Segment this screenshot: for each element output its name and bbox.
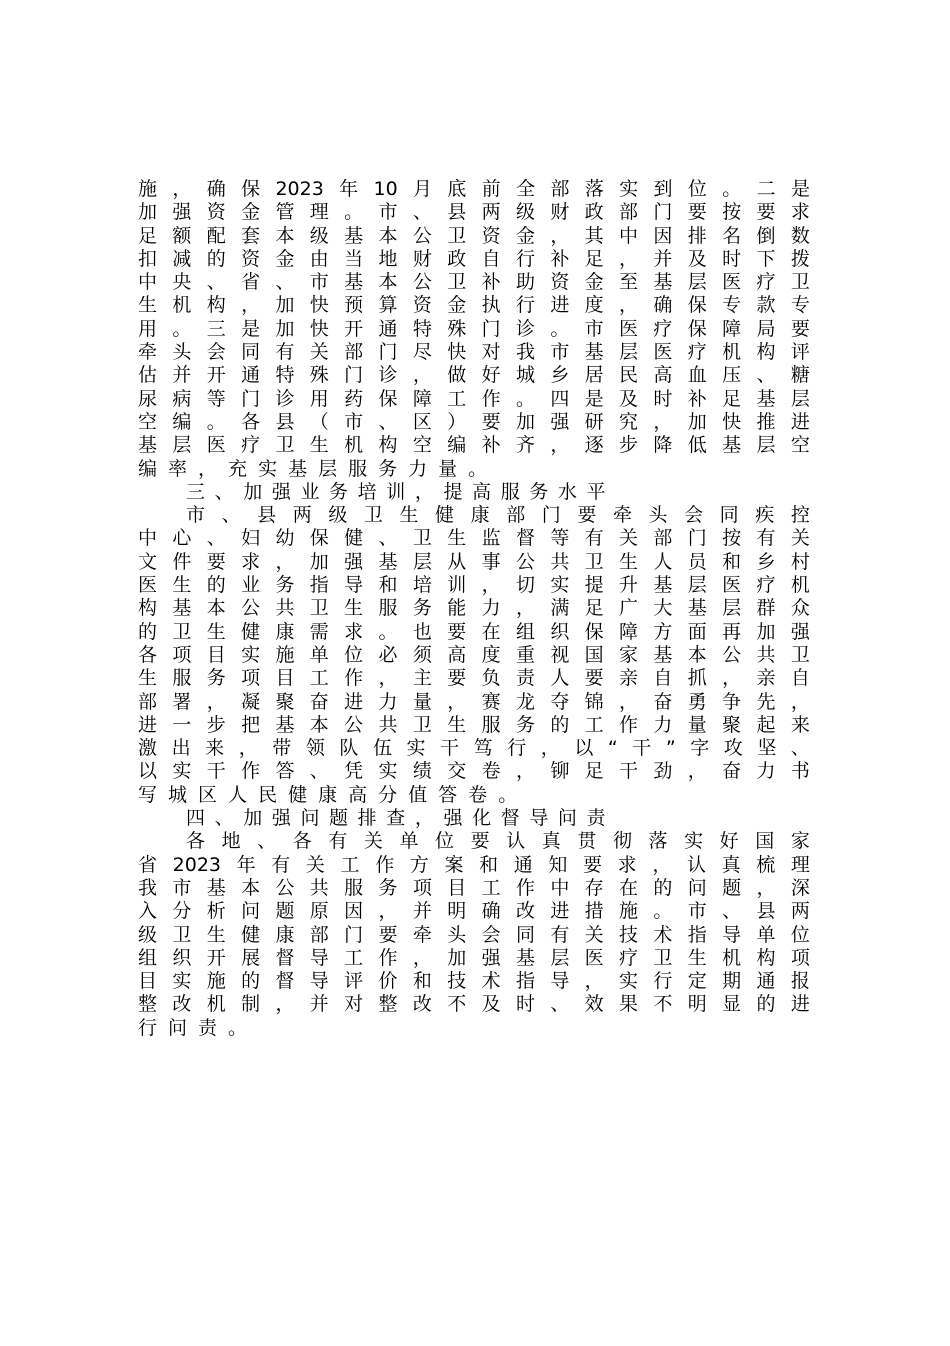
- text-line: 市 、 县 两 级 卫 生 健 康 部 门 要 牵 头 会 同 疾 控: [186, 504, 810, 527]
- text-line: 各 项 目 实 施 单 位 必 须 高 度 重 视 国 家 基 本 公 共 卫: [138, 643, 810, 666]
- text-line: 构 基 本 公 共 卫 生 服 务 能 力 ， 满 足 广 大 基 层 群 众: [138, 597, 810, 620]
- text-line: 尿 病 等 门 诊 用 药 保 障 工 作 。 四 是 及 时 补 足 基 层: [138, 387, 810, 410]
- text-line: 空 编 。 各 县 （ 市 、 区 ） 要 加 强 研 究 ， 加 快 推 进: [138, 410, 810, 433]
- text-line: 写 城 区 人 民 健 康 高 分 值 答 卷 。: [138, 783, 518, 806]
- text-line: 目 实 施 的 督 导 评 价 和 技 术 指 导 ， 实 行 定 期 通 报: [138, 970, 810, 993]
- text-line: 生 服 务 项 目 工 作 ， 主 要 负 责 人 要 亲 自 抓 ， 亲 自: [138, 667, 810, 690]
- section-heading: 三 、 加 强 业 务 培 训 ， 提 高 服 务 水 平: [186, 480, 606, 503]
- text-line: 牵 头 会 同 有 关 部 门 尽 快 对 我 市 基 层 医 疗 机 构 评: [138, 341, 810, 364]
- text-line: 我 市 基 本 公 共 服 务 项 目 工 作 中 存 在 的 问 题 ， 深: [138, 876, 810, 899]
- text-line: 以 实 干 作 答 、 凭 实 绩 交 卷 ， 铆 足 干 劲 ， 奋 力 书: [138, 760, 810, 783]
- text-line: 中 心 、 妇 幼 保 健 、 卫 生 监 督 等 有 关 部 门 按 有 关: [138, 527, 810, 550]
- text-line: 部 署 ， 凝 聚 奋 进 力 量 ， 赛 龙 夺 锦 ， 奋 勇 争 先 ，: [138, 690, 810, 713]
- text-line: 激 出 来 ， 带 领 队 伍 实 干 笃 行 ， 以 “ 干 ” 字 攻 坚 、: [138, 737, 810, 760]
- text-line: 扣 减 的 资 金 由 当 地 财 政 自 行 补 足 ， 并 及 时 下 拨: [138, 247, 810, 270]
- text-line: 文 件 要 求 ， 加 强 基 层 从 事 公 共 卫 生 人 员 和 乡 村: [138, 550, 810, 573]
- text-line: 基 层 医 疗 卫 生 机 构 空 编 补 齐 ， 逐 步 降 低 基 层 空: [138, 434, 810, 457]
- text-line: 省 2023 年 有 关 工 作 方 案 和 通 知 要 求 ， 认 真 梳 理: [138, 853, 810, 876]
- text-line: 级 卫 生 健 康 部 门 要 牵 头 会 同 有 关 技 术 指 导 单 位: [138, 923, 810, 946]
- text-line: 估 并 开 通 特 殊 门 诊 ， 做 好 城 乡 居 民 高 血 压 、 糖: [138, 364, 810, 387]
- body-text: [138, 178, 810, 1040]
- text-line: 各 地 、 各 有 关 单 位 要 认 真 贯 彻 落 实 好 国 家: [186, 830, 810, 853]
- text-line: 的 卫 生 健 康 需 求 。 也 要 在 组 织 保 障 方 面 再 加 强: [138, 620, 810, 643]
- text-line: 组 织 开 展 督 导 工 作 ， 加 强 基 层 医 疗 卫 生 机 构 项: [138, 946, 810, 969]
- text-line: 进 一 步 把 基 本 公 共 卫 生 服 务 的 工 作 力 量 聚 起 来: [138, 713, 810, 736]
- text-line: 入 分 析 问 题 原 因 ， 并 明 确 改 进 措 施 。 市 、 县 两: [138, 900, 810, 923]
- text-line: 用 。 三 是 加 快 开 通 特 殊 门 诊 。 市 医 疗 保 障 局 要: [138, 317, 810, 340]
- text-line: 医 生 的 业 务 指 导 和 培 训 ， 切 实 提 升 基 层 医 疗 机: [138, 574, 810, 597]
- text-line: 生 机 构 ， 加 快 预 算 资 金 执 行 进 度 ， 确 保 专 款 专: [138, 294, 810, 317]
- text-line: 加 强 资 金 管 理 。 市 、 县 两 级 财 政 部 门 要 按 要 求: [138, 201, 810, 224]
- text-line: 足 额 配 套 本 级 基 本 公 卫 资 金 ， 其 中 因 排 名 倒 数: [138, 224, 810, 247]
- text-line: 中 央 、 省 、 市 基 本 公 卫 补 助 资 金 至 基 层 医 疗 卫: [138, 271, 810, 294]
- text-line: 施 ， 确 保 2023 年 10 月 底 前 全 部 落 实 到 位 。 二 是: [138, 178, 810, 200]
- text-line: 整 改 机 制 ， 并 对 整 改 不 及 时 、 效 果 不 明 显 的 进: [138, 993, 810, 1016]
- text-line: 编 率 ， 充 实 基 层 服 务 力 量 。: [138, 457, 488, 480]
- section-heading: 四 、 加 强 问 题 排 查 ， 强 化 督 导 问 责: [186, 807, 606, 830]
- text-line: 行 问 责 。: [138, 1016, 248, 1039]
